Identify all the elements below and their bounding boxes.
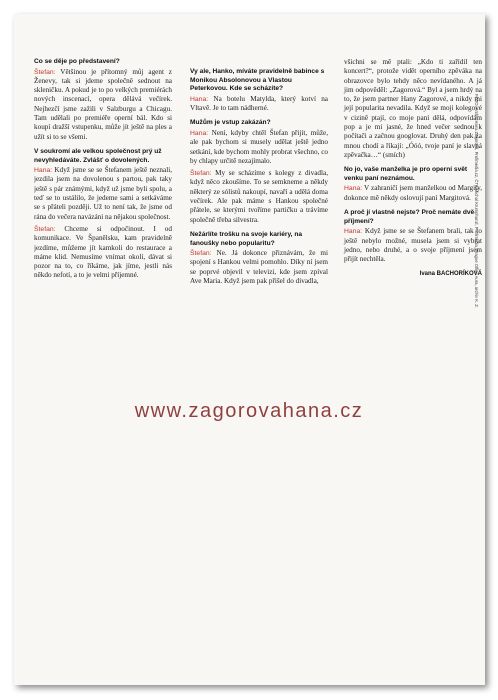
- interview-question: V soukromí ale velkou společnost prý už nevyhledáváte. Zvlášť o dovolených.: [34, 147, 162, 164]
- watermark-url: www.zagorovahana.cz: [134, 400, 364, 422]
- interview-answer: [190, 249, 328, 286]
- answer-text: V zahraničí jsem manželkou od Margity, dokonce mě někdy oslovují paní Margitová.: [344, 184, 482, 202]
- answer-text: Chceme si odpočinout. I od komunikace. Ve Španělsku, kam pravidelně jezdíme, můžeme jít kamkoli do restaurace a máme klid. Nemusíme vnímat okolí, dávat si pozor na to, co říkáme, jak jíme, jestli nás někdo nefotí, a to je velmi příjemné.: [34, 224, 172, 280]
- answer-text: Na botelu Matylda, který kotví na Vltavě. Je to tam nádherné.: [190, 94, 328, 113]
- answer-text: My se scházíme s kolegy z divadla, když něco zkoušíme. To se semkneme a někdy některý ze sólistů nakoupí, navaří a udělá doma večírek. Ale pak máme s Hankou společné přátele, se kterými tvoříme partičku a trávíme společně třeba silvestra.: [190, 169, 328, 224]
- column-1: [34, 58, 172, 284]
- interview-answer: [190, 129, 328, 166]
- speaker-label: Hana:: [190, 95, 209, 103]
- answer-text: Ne. Já dokonce přiznávám, že mi spojení s Hankou velmi pomohlo. Díky ní jsem se poprvé objevil v televizi, kde jsem zpíval Ave Maria. Když jsem pak přišel do divadla,: [190, 249, 328, 286]
- answer-text: všichni se mě ptali: „Kdo ti zařídil ten koncert?“, protože vidět operního zpěváka na obrazovce bylo tehdy něco nevídaného. A já jim odpověděl: „Zagorová.“ Byl a jsem hrdý na to, že jsem partner Hany Zagorové, a nikdy mi její popularita nevadila. Když se moji kolegové v cizině ptají, co moje paní dělá, odpovídám pop a je mi jasné, že hned večer sednou k počítači a začnou googlovat. Druhý den pak za mnou chodí a říkají: „Óóó, tvoje paní je slavná zpěvačka…“ (smích): [344, 58, 482, 159]
- interview-answer: [344, 58, 482, 160]
- speaker-label: Štefan:: [34, 225, 56, 233]
- interview-question: Mužům je vstup zakázán?: [190, 119, 271, 127]
- interview-question: Vy ale, Hanko, míváte pravidelně babince s Monikou Absolonovou a Vlastou Peterkovou. Kde se scházíte?: [190, 68, 325, 93]
- answer-text: Není, kdyby chtěl Štefan přijít, může, ale pak bychom si musely udělat ještě jedno setkání, kde bychom mohly probrat všechno, co by chlapy určitě nezajímalo.: [190, 128, 328, 165]
- interview-answer: [34, 68, 172, 142]
- column-3: [344, 58, 482, 280]
- interview-answer: [344, 227, 482, 264]
- interview-answer: [190, 95, 328, 114]
- interview-question: No jo, vaše manželka je pro operní svět venku paní neznámou.: [344, 166, 468, 182]
- interview-answer: [34, 225, 172, 281]
- answer-text: Když jsme se se Štefanem ještě neznali, jezdila jsem na dovolenou s partou, pak taky ještě s pár známými, když už jsme byli spolu, a teď se to ustálilo, že jedeme sami a setkáváme se s přáteli později. Už to není tak, že jsme od rána do večera navázáni na nějakou společnost.: [34, 166, 172, 221]
- author-byline: Ivana BACHORÍKOVÁ: [419, 271, 482, 278]
- interview-answer: [34, 166, 172, 222]
- speaker-label: Štefan:: [190, 250, 212, 258]
- column-2: [190, 68, 328, 289]
- answer-text: Když jsme se se Štefanem brali, tak to ještě nebylo možné, musela jsem si vybrat jedno, nebo druhé, a o svoje příjmení jsem přijít nechtěla.: [344, 227, 482, 264]
- speaker-label: Štefan:: [34, 68, 56, 76]
- speaker-label: Hana:: [34, 167, 53, 175]
- speaker-label: Hana:: [344, 228, 363, 236]
- interview-answer: [344, 184, 482, 203]
- interview-question: A proč jí vlastně nejste? Proč nemáte dvě příjmení?: [344, 209, 475, 225]
- interview-answer: [190, 169, 328, 225]
- photo-credits: FOTO: Archiv Hana Zagorová, Profimedia.cz, ČTK/Michal Krumphanzl, Profimedia, Prague Office Aura, archiv K. Z.: [474, 94, 479, 308]
- answer-text: Většinou je přítomný můj agent z Ženevy, tak si jdeme společně sednout na skleničku. A pokud je to po velkých premiérách nových inscenací, opera dělává večírek. Nejhezčí jsme zažili v Salzburgu a Chicagu. Tam udělali po premiéře operní bál. Kdo si koupí dražší vstupenku, může jít ještě na ples a užít si to se všemi.: [34, 67, 172, 141]
- speaker-label: Štefan:: [190, 170, 212, 178]
- magazine-page: [14, 14, 485, 685]
- interview-question: Nežárlíte trošku na svoje kariéry, na fanoušky nebo popularitu?: [190, 230, 303, 247]
- interview-article: [34, 58, 486, 358]
- interview-question: Co se děje po představení?: [34, 58, 120, 65]
- speaker-label: Hana:: [190, 129, 209, 137]
- speaker-label: Hana:: [344, 185, 363, 193]
